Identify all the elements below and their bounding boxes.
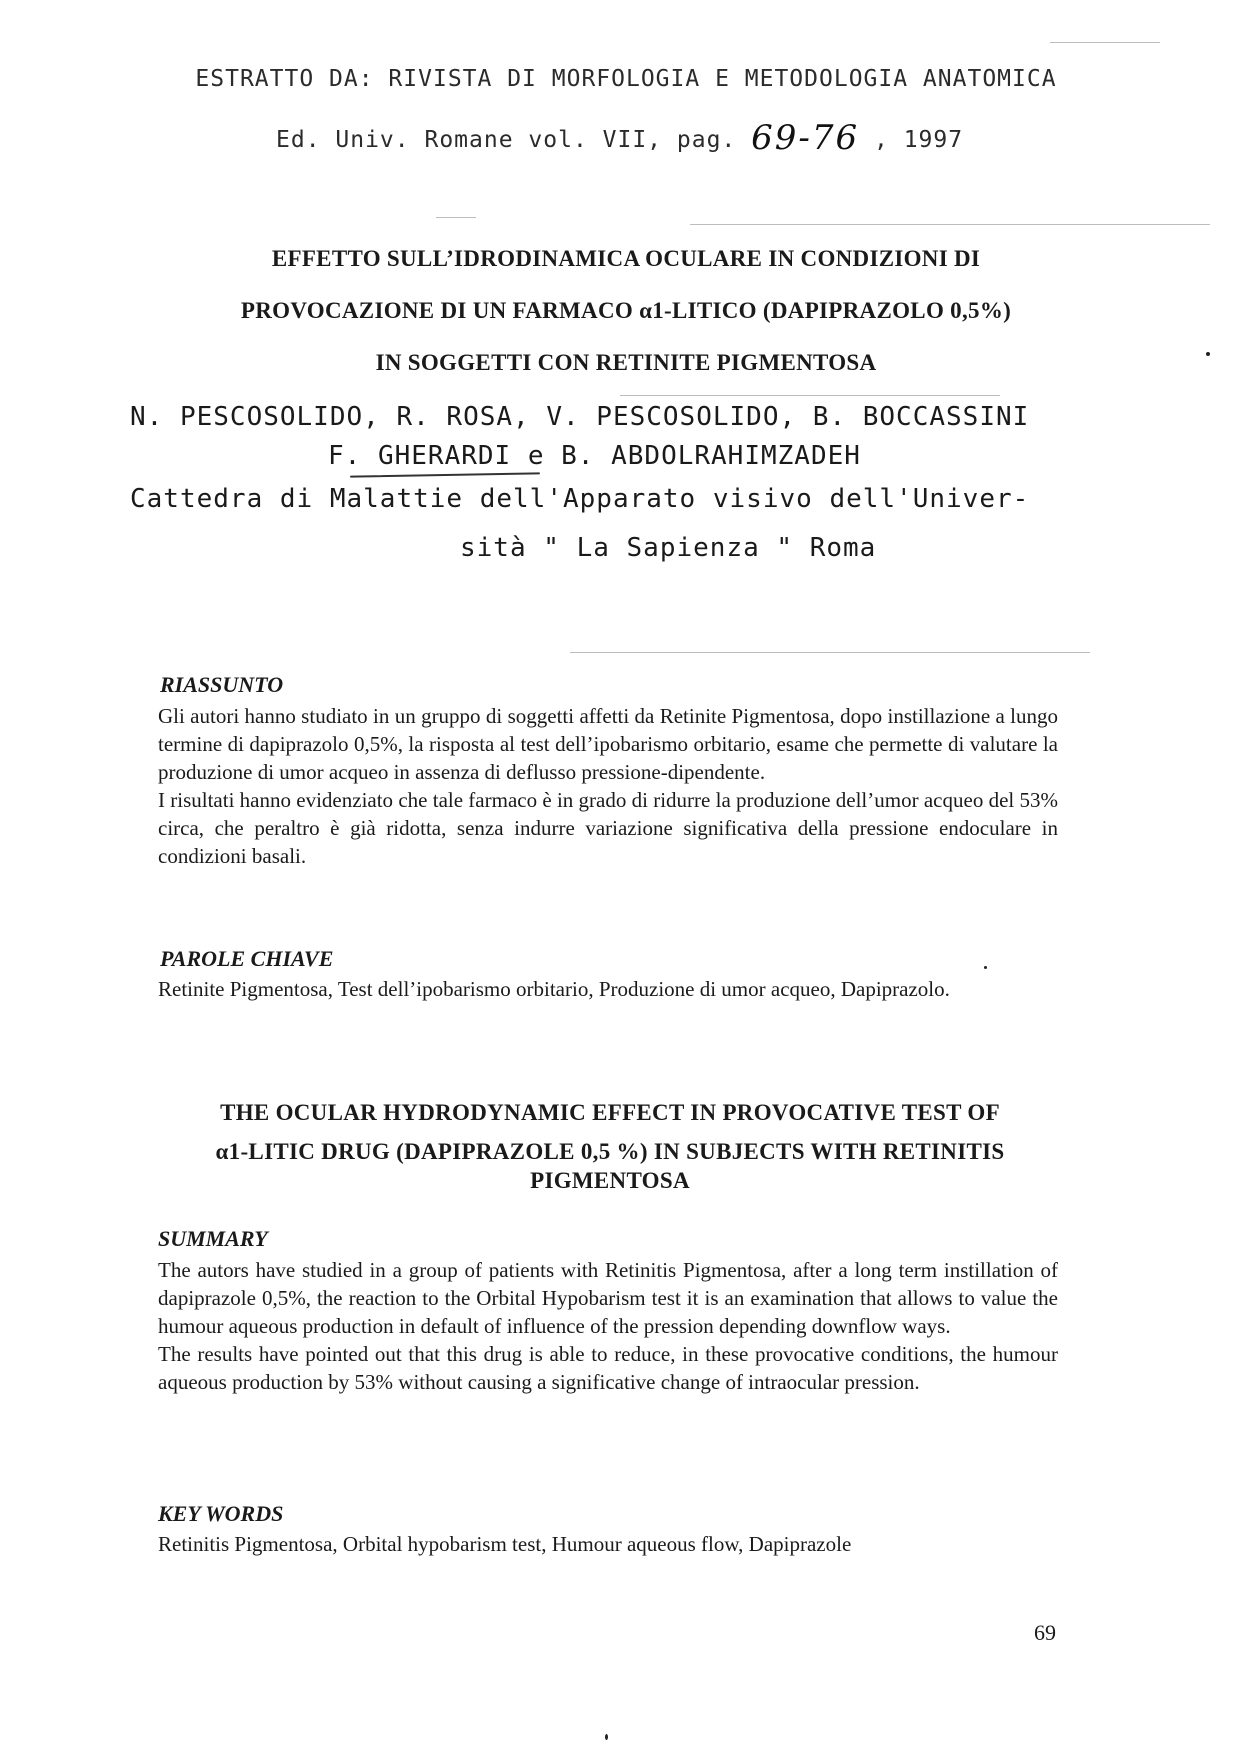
title-italian-line-3: IN SOGGETTI CON RETINITE PIGMENTOSA [375,350,877,375]
title-english-line-1: THE OCULAR HYDRODYNAMIC EFFECT IN PROVOCATIVE TEST OF [220,1100,1000,1125]
title-english-line-3: PIGMENTOSA [530,1168,690,1193]
key-words-heading: KEY WORDS [158,1501,284,1526]
handwritten-pages: 69-76 [751,118,860,158]
title-italian-line-1: EFFETTO SULL’IDRODINAMICA OCULARE IN CONDIZIONI DI [271,246,981,271]
title-italian-line-2: PROVOCAZIONE DI UN FARMACO α1-LITICO (DAPIPRAZOLO 0,5%) [240,298,1012,323]
scan-artifact-rule [570,652,1090,653]
riassunto-paragraph: Gli autori hanno studiato in un gruppo di soggetti affetti da Retinite Pigmentosa, dopo instillazione a lungo termine di dapiprazolo 0,5%, la risposta al test dell’ipobarismo orbitario, esame che permette di valutare la produzione di umor acqueo in assenza di deflusso pressione-dipendente. [158,704,1058,784]
title-english-line-2: α1-LITIC DRUG (DAPIPRAZOLE 0,5 %) IN SUBJECTS WITH RETINITIS [215,1139,1005,1164]
journal-volume-line [276,116,963,156]
scan-artifact-rule [436,217,476,218]
affiliation-line-1: Cattedra di Malattie dell'Apparato visivo dell'Univer- [130,484,1030,514]
page-number: 69 [1034,1620,1056,1645]
scan-artifact-rule [690,224,1210,225]
summary-body [158,1256,1058,1396]
riassunto-heading: RIASSUNTO [160,672,284,697]
scan-artifact-rule [1050,42,1160,43]
journal-extract-line: ESTRATTO DA: RIVISTA DI MORFOLOGIA E METODOLOGIA ANATOMICA [195,66,1057,92]
riassunto-body [158,702,1058,870]
scan-artifact-rule [620,395,1000,396]
parole-chiave-heading: PAROLE CHIAVE [160,946,334,971]
scan-speck [605,1734,608,1740]
summary-heading: SUMMARY [158,1226,268,1251]
key-words-text: Retinitis Pigmentosa, Orbital hypobarism test, Humour aqueous flow, Dapiprazole [158,1532,852,1556]
parole-chiave-text: Retinite Pigmentosa, Test dell’ipobarismo orbitario, Produzione di umor acqueo, Dapiprazolo. [158,977,950,1001]
authors-line-1: N. PESCOSOLIDO, R. ROSA, V. PESCOSOLIDO, B. BOCCASSINI [130,402,1030,432]
summary-paragraph: The autors have studied in a group of patients with Retinitis Pigmentosa, after a long term instillation of dapiprazole 0,5%, the reaction to the Orbital Hypobarism test it is an examination that allows to value the humour aqueous production in default of influence of the pression depending downflow ways. [158,1258,1058,1338]
summary-paragraph: The results have pointed out that this drug is able to reduce, in these provocative conditions, the humour aqueous production by 53% without causing a significative change of intraocular pression. [158,1342,1058,1394]
handwritten-underline [350,472,540,477]
year: , 1997 [874,127,964,153]
riassunto-paragraph: I risultati hanno evidenziato che tale farmaco è in grado di ridurre la produzione dell’umor acqueo del 53% circa, che peraltro è già ridotta, senza indurre variazione significativa della pressione endoculare in condizioni basali. [158,788,1058,868]
volume-prefix: Ed. Univ. Romane vol. VII, pag. [276,127,737,153]
authors-line-2: F. GHERARDI e B. ABDOLRAHIMZADEH [328,441,861,471]
scan-speck [984,966,987,969]
affiliation-line-2: sità " La Sapienza " Roma [460,533,877,563]
